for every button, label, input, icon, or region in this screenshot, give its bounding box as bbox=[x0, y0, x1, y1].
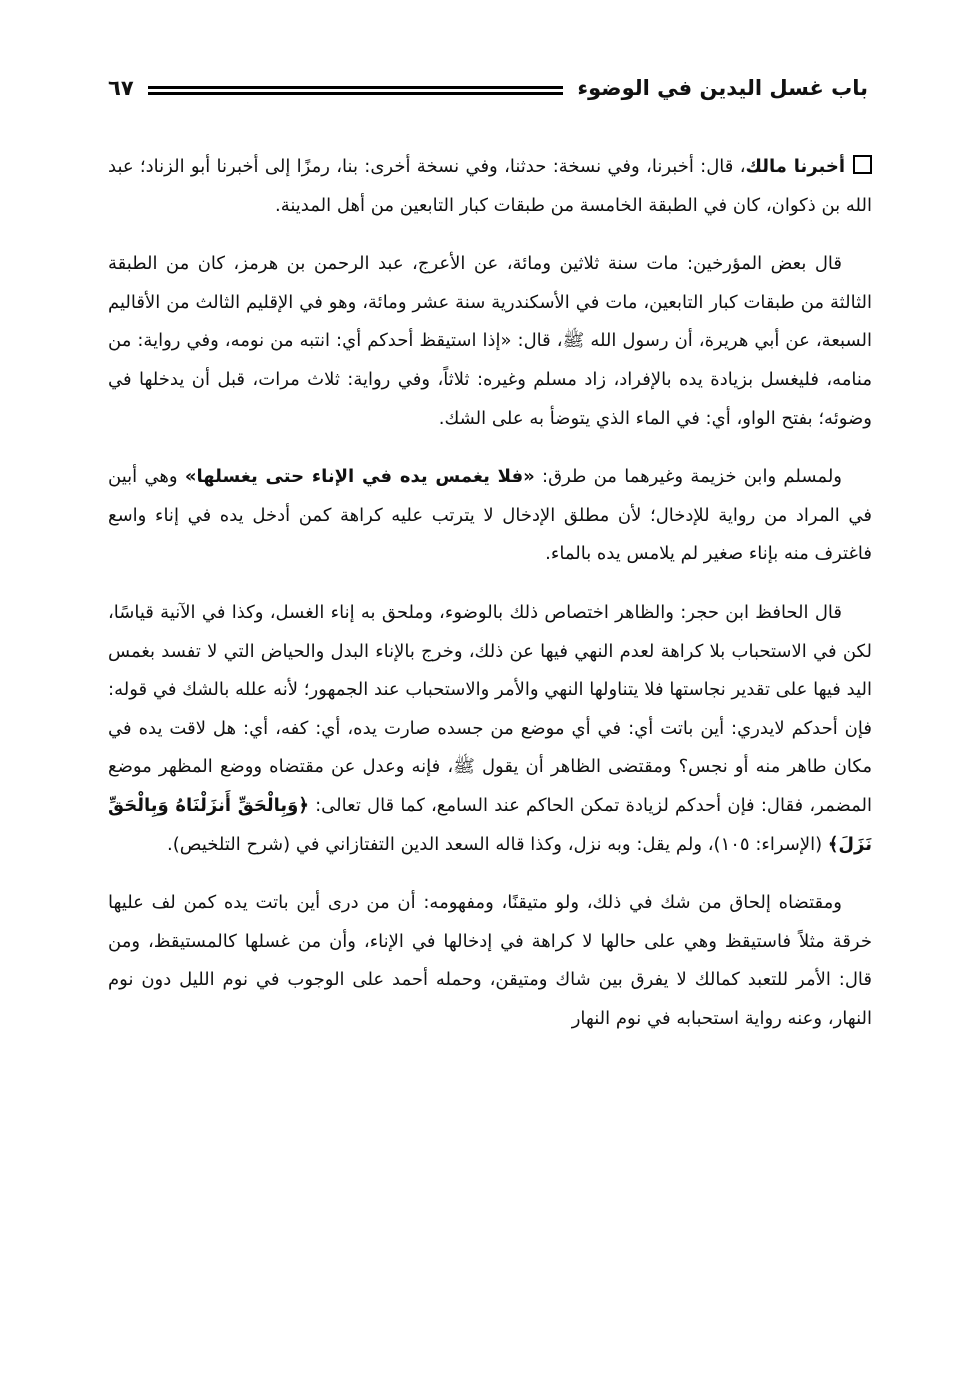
paragraph-1 bbox=[108, 148, 872, 225]
page-header bbox=[108, 66, 868, 110]
paragraph-4-text-after: (الإسراء: ١٠٥)، ولم يقل: وبه نزل، وكذا قاله السعد الدين التفتازاني في (شرح التلخيص). bbox=[167, 833, 828, 855]
paragraph-4-text-before: قال الحافظ ابن حجر: والظاهر اختصاص ذلك بالوضوء، وملحق به إناء الغسل، وكذا في الآنية قياسًا، لكن في الاستحباب بلا كراهة لعدم النهي فيها عن ذلك، وخرج بالإناء البدل والحياض التي لا تفسد بغمس اليد فيها على تقدير نجاستها فلا يتناولها النهي والأمر والاستحباب عند الجمهور؛ لأنه علله بالشك في قوله: فإن أحدكم لايدري: أين باتت أي: في أي موضع من جسده صارت يده، أي: كفه، أي: هل لاقت يده في مكان طاهر منه أو نجس؟ ومقتضى الظاهر أن يقول ﷺ، فإنه وعدل عن مقتضاه ووضع المظهر موضع المضمر، فقال: فإن أحدكم لزيادة تمكن الحاكم عند السامع، كما قال تعالى: bbox=[108, 601, 872, 816]
quran-verse: ﴿وَبِالْحَقِّ أَنزَلْنَاهُ وَبِالْحَقِّ نَزَلَ﴾ bbox=[108, 794, 872, 855]
paragraph-1-text: ، قال: أخبرنا، وفي نسخة: حدثنا، وفي نسخة أخرى: بنا، رمزًا إلى أخبرنا أبو الزناد؛ عبد الله بن ذكوان، كان في الطبقة الخامسة من طبقات كبار التابعين من أهل المدينة. bbox=[108, 156, 872, 216]
hadith-quote: «فلا يغمس يده في الإناء حتى يغسلها» bbox=[184, 466, 535, 488]
paragraph-3-text-before: ولمسلم وابن خزيمة وغيرهما من طرق: bbox=[534, 466, 842, 488]
paragraph-4 bbox=[108, 594, 872, 864]
square-marker-icon bbox=[853, 155, 872, 174]
page-number: ٦٧ bbox=[108, 76, 134, 100]
paragraph-1-lead: أخبرنا مالك bbox=[745, 156, 845, 177]
paragraph-5: ومقتضاه إلحاق من شك في ذلك، ولو متيقنًا، ومفهومه: أن من درى أين باتت يده كمن لف عليها خرقة مثلاً فاستيقظ وهي على حالها لا كراهة في إدخالها في الإناء، وأن من غسلها كالمستيقظ، ومن قال: الأمر للتعبد كمالك لا يفرق بين شاك ومتيقن، وحمله أحمد على الوجوب في نوم الليل دون نوم النهار، وعنه رواية استحبابه في نوم النهار bbox=[108, 892, 872, 1029]
paragraph-3-text-after: وهي أبين في المراد من رواية للإدخال؛ لأن مطلق الإدخال لا يترتب عليه كراهة كمن أدخل يده في إناء واسع فاغترف منه بإناء صغير لم يلامس يده بالماء. bbox=[108, 466, 872, 565]
paragraph-3 bbox=[108, 458, 872, 574]
header-rule bbox=[148, 86, 564, 95]
page-body bbox=[108, 148, 872, 1058]
paragraph-2: قال بعض المؤرخين: مات سنة ثلاثين ومائة، عن الأعرج، عبد الرحمن بن هرمز، كان من الطبقة الثالثة من طبقات كبار التابعين، مات في الأسكندرية سنة عشر ومائة، وهو في الإقليم الثالث من الأقاليم السبعة، عن أبي هريرة، أن رسول الله ﷺ، قال: «إذا استيقظ أحدكم أي: انتبه من نومه، وفي رواية: من منامه، فليغسل بزيادة يده بالإفراد، زاد مسلم وغيره: ثلاثاً، وفي رواية: ثلاث مرات، قبل أن يدخلها في وضوئه؛ بفتح الواو، أي: في الماء الذي يتوضأ به على الشك. bbox=[108, 253, 872, 429]
chapter-title: باب غسل اليدين في الوضوء bbox=[577, 76, 868, 100]
